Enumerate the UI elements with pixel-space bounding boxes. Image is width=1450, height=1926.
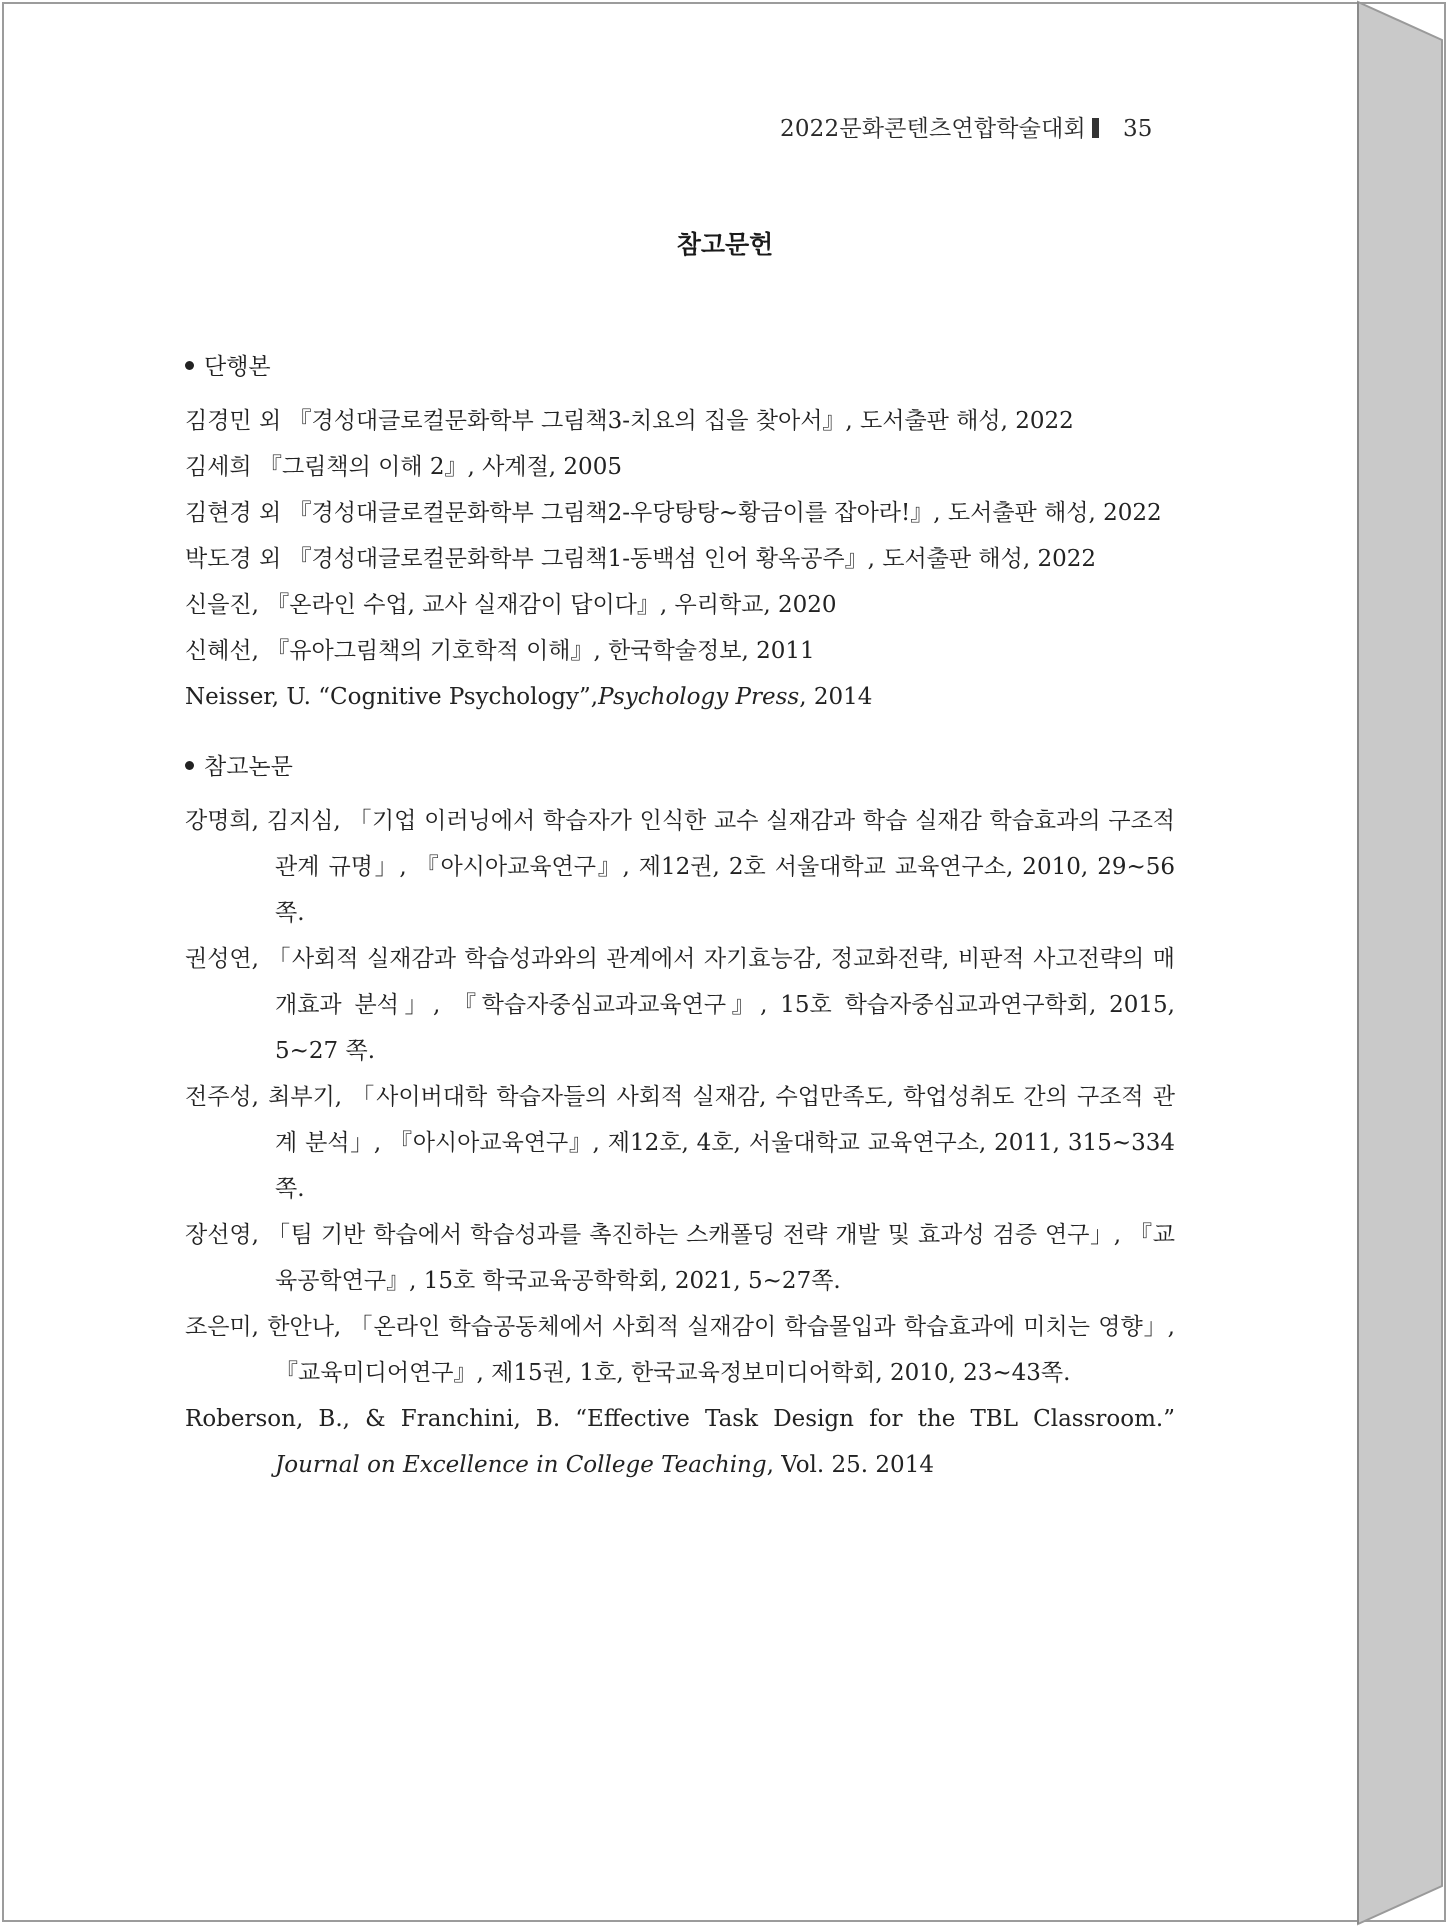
section-heading-books <box>185 350 1175 384</box>
reference-item: 김현경 외 『경성대글로컬문화학부 그림책2-우당탕탕~황금이를 잡아라!』, 도서출판 해성, 2022 <box>185 500 1162 526</box>
reference-item: 신을진, 『온라인 수업, 교사 실재감이 답이다』, 우리학교, 2020 <box>185 592 837 618</box>
bullet-icon <box>185 361 194 370</box>
section-heading-papers <box>185 750 1175 784</box>
reference-item: 조은미, 한안나, 「온라인 학습공동체에서 사회적 실재감이 학습몰입과 학습효과에 미치는 영향」, 『교육미디어연구』, 제15권, 1호, 한국교육정보미디어학회, 2010, 23~43쪽. <box>185 1314 1175 1386</box>
reference-item: 박도경 외 『경성대글로컬문화학부 그림책1-동백섬 인어 황옥공주』, 도서출판 해성, 2022 <box>185 546 1097 572</box>
section-heading-label: 참고논문 <box>204 754 293 780</box>
running-header <box>780 110 1153 143</box>
ref-year: , 2014 <box>799 684 873 710</box>
page-number: 35 <box>1122 116 1153 142</box>
reference-item: 권성연, 「사회적 실재감과 학습성과와의 관계에서 자기효능감, 정교화전략, 비판적 사고전략의 매개효과 분석」, 『학습자중심교과교육연구』, 15호 학습자중심교과연구학회, 2015, 5~27 쪽. <box>185 946 1175 1064</box>
ref-text: Neisser, U. “Cognitive Psychology”, <box>185 684 599 710</box>
reference-item: 장선영, 「팀 기반 학습에서 학습성과를 촉진하는 스캐폴딩 전략 개발 및 효과성 검증 연구」, 『교육공학연구』, 15호 학국교육공학학회, 2021, 5~27쪽. <box>185 1222 1175 1294</box>
ref-volume-year: , Vol. 25. 2014 <box>766 1452 934 1478</box>
header-divider-bar <box>1092 118 1099 138</box>
references-body <box>185 350 1175 1488</box>
reference-item: 전주성, 최부기, 「사이버대학 학습자들의 사회적 실재감, 수업만족도, 학업성취도 간의 구조적 관계 분석」, 『아시아교육연구』, 제12호, 4호, 서울대학교 교육연구소, 2011, 315~334쪽. <box>185 1084 1175 1202</box>
reference-item-english <box>185 1396 1175 1488</box>
bullet-icon <box>185 761 194 770</box>
reference-item-english <box>185 674 1175 720</box>
reference-item: 신혜선, 『유아그림책의 기호학적 이해』, 한국학술정보, 2011 <box>185 638 815 664</box>
reference-item: 김세희 『그림책의 이해 2』, 사계절, 2005 <box>185 454 622 480</box>
ref-publisher-italic: Psychology Press <box>598 684 800 710</box>
reference-item: 김경민 외 『경성대글로컬문화학부 그림책3-치요의 집을 찾아서』, 도서출판 해성, 2022 <box>185 408 1074 434</box>
page-title: 참고문헌 <box>676 230 774 259</box>
ref-text: Roberson, B., & Franchini, B. “Effective Task Design for the TBL Classroom.” <box>185 1406 1175 1432</box>
conference-name: 2022문화콘텐츠연합학술대회 <box>780 116 1086 142</box>
section-heading-label: 단행본 <box>204 354 271 380</box>
section-gap <box>185 720 1175 750</box>
reference-item: 강명희, 김지심, 「기업 이러닝에서 학습자가 인식한 교수 실재감과 학습 실재감 학습효과의 구조적 관계 규명」, 『아시아교육연구』, 제12권, 2호 서울대학교 교육연구소, 2010, 29~56쪽. <box>185 808 1175 926</box>
ref-journal-italic: Journal on Excellence in College Teaching <box>275 1452 767 1478</box>
